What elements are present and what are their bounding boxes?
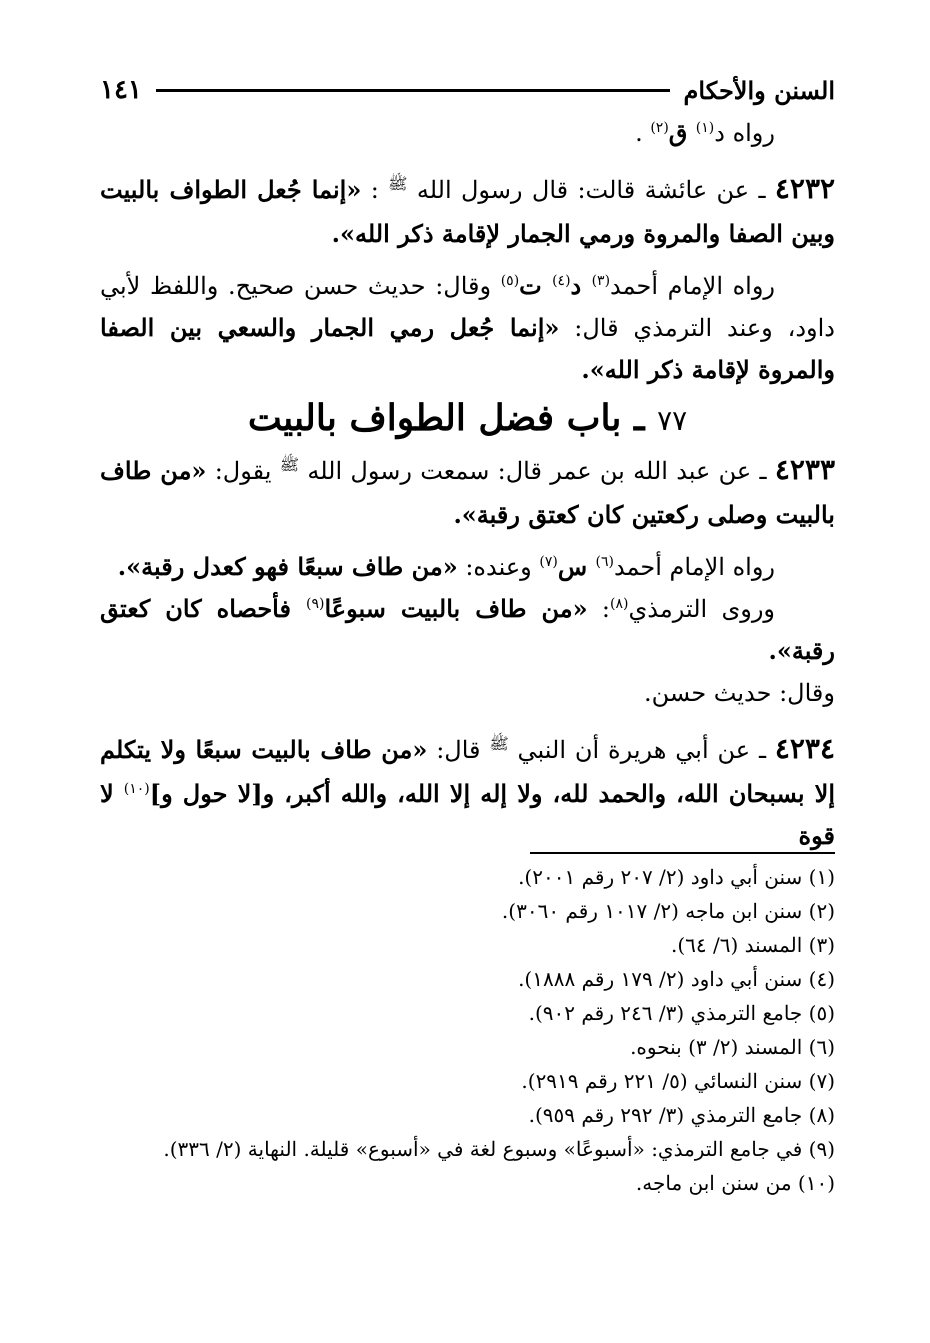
hadith-quote: «من طاف بالبيت وصلى ركعتين كان كعتق رقبة».: [100, 456, 835, 529]
footnote-ref-6[interactable]: (٦): [595, 554, 614, 570]
hadith-quote: «إنما جُعل الطواف بالبيت وبين الصفا والمروة ورمي الجمار لإقامة ذكر الله».: [100, 175, 835, 248]
page-header: [100, 70, 835, 110]
narration-4233-c: وقال: حديث حسن.: [644, 679, 835, 707]
hadith-number: ٤٢٣٢: [774, 172, 836, 205]
footnote-ref-4[interactable]: (٤): [552, 273, 571, 289]
narration-4233-a: رواه الإمام أحمد$^{(٦)}$ س$^{(٧)}$ وعنده: «من طاف سبعًا فهو كعدل رقبة».: [117, 552, 775, 581]
hadith-number: ٤٢٣٤: [774, 732, 835, 765]
footnote-ref-2[interactable]: (٢): [650, 120, 669, 136]
narration-4233-b: وروى الترمذي$^{(٨)}$: «من طاف بالبيت سبوعًا$^{(٩)}$ فأحصاه كان كعتق رقبة».: [100, 594, 835, 665]
footnote-ref-1[interactable]: (١): [695, 120, 715, 136]
footnote-2: (٢) سنن ابن ماجه (٢/ ١٠١٧ رقم ٣٠٦٠).: [501, 899, 835, 923]
hadith-number: ٤٢٣٣: [774, 453, 835, 486]
chapter-heading: ٧٧ ـ باب فضل الطواف بالبيت: [247, 397, 688, 439]
footnote-1: (١) سنن أبي داود (٢/ ٢٠٧ رقم ٢٠٠١).: [518, 865, 835, 889]
footnote-10: (١٠) من سنن ابن ماجه.: [635, 1171, 835, 1195]
footnote-ref-8[interactable]: (٨): [610, 596, 629, 612]
footnote-ref-7[interactable]: (٧): [539, 554, 558, 570]
hadith-4233: ٤٢٣٣ ـ عن عبد الله بن عمر قال: سمعت رسول الله $^ﷺ$ يقول: «من طاف بالبيت وصلى ركعتين كان كعتق رقبة».: [100, 453, 835, 529]
footnote-8: (٨) جامع الترمذي (٣/ ٢٩٢ رقم ٩٥٩).: [528, 1103, 835, 1127]
footnote-4: (٤) سنن أبي داود (٢/ ١٧٩ رقم ١٨٨٨).: [518, 967, 835, 991]
salutation-glyph: ﷺ: [279, 455, 300, 474]
hadith-quote: «من طاف سبعًا فهو كعدل رقبة».: [117, 552, 458, 581]
header-rule: [156, 89, 670, 92]
footnote-ref-5[interactable]: (٥): [500, 273, 520, 289]
footnote-7: (٧) سنن النسائي (٥/ ٢٢١ رقم ٢٩١٩).: [521, 1069, 835, 1093]
source-line: رواه د$^{(١)}$ ق$^{(٢)}$ .: [635, 118, 775, 147]
hadith-quote: «إنما جُعل رمي الجمار والسعي بين الصفا والمروة لإقامة ذكر الله».: [100, 313, 835, 384]
footnote-separator: [530, 852, 835, 854]
footnote-3: (٣) المسند (٦/ ٦٤).: [671, 933, 835, 957]
page-number: ١٤١: [100, 75, 142, 105]
salutation-glyph: ﷺ: [388, 174, 408, 193]
footnote-ref-9[interactable]: (٩): [305, 596, 325, 612]
footnote-ref-3[interactable]: (٣): [591, 273, 611, 289]
hadith-4232: ٤٢٣٢ ـ عن عائشة قالت: قال رسول الله $^ﷺ$ : «إنما جُعل الطواف بالبيت وبين الصفا والمروة ورمي الجمار لإقامة ذكر الله».: [100, 172, 836, 248]
footnote-6: (٦) المسند (٢/ ٣) بنحوه.: [630, 1035, 835, 1059]
narration-4232: رواه الإمام أحمد$^{(٣)}$ د$^{(٤)}$ ت$^{(٥)}$ وقال: حديث حسن صحيح. واللفظ لأبي داود، وعند الترمذي قال: «إنما جُعل رمي الجمار والسعي بين الصفا والمروة لإقامة ذكر الله».: [100, 271, 835, 384]
footnote-5: (٥) جامع الترمذي (٣/ ٢٤٦ رقم ٩٠٢).: [528, 1001, 835, 1025]
main-text: [100, 112, 835, 857]
salutation-glyph: ﷺ: [489, 734, 509, 753]
chapter-title: باب فضل الطواف بالبيت: [247, 397, 622, 439]
chapter-number: ٧٧: [657, 404, 688, 437]
hadith-4234: ٤٢٣٤ ـ عن أبي هريرة أن النبي $^ﷺ$ قال: «من طاف بالبيت سبعًا ولا يتكلم إلا بسبحان الله، والحمد لله، ولا إله إلا الله، والله أكبر، و[لا حول و]$^{(١٠)}$ لا قوة: [100, 732, 835, 850]
footnote-9: (٩) في جامع الترمذي: «أسبوعًا» وسبوع لغة في «أسبوع» قليلة. النهاية (٢/ ٣٣٦).: [163, 1137, 835, 1161]
footnotes: [100, 860, 835, 1200]
footnote-ref-10[interactable]: (١٠): [123, 781, 150, 797]
running-title: السنن والأحكام: [683, 75, 835, 105]
